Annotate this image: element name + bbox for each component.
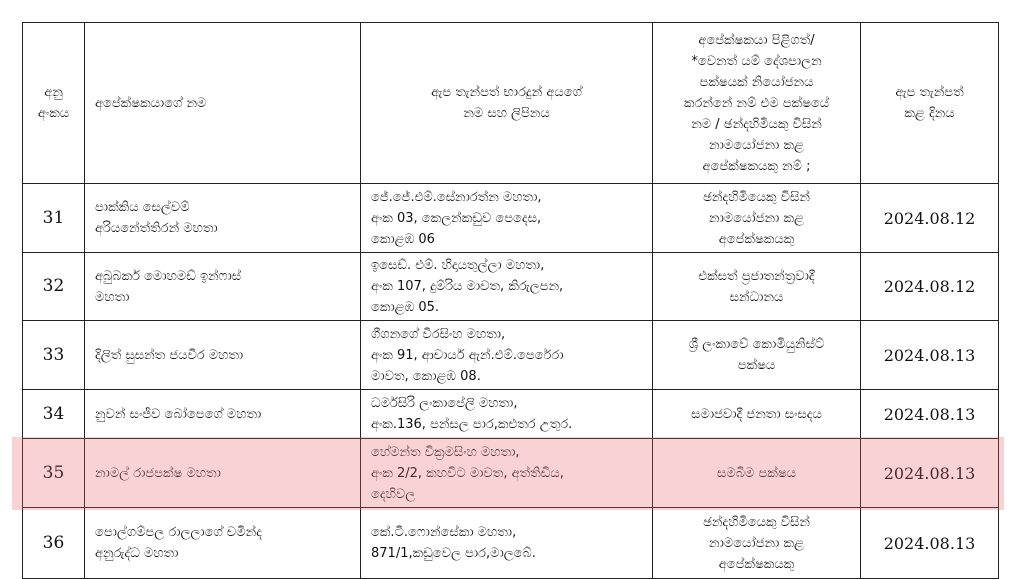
header-party: අපේක්ෂකයා පිළිගත්/ *වෙනත් යම් දේශපාලන පක්ෂයක් නියෝජනය කරන්නේ නම් එම පක්ෂයේ නම / ඡන්දහිමියකු විසින් නාමයෝජනා කළ අපේක්ෂකයකු නම් ; [653,23,861,184]
header-depositor-name-address: ඇප තැන්පත් භාරදුන් අයගේ නම සහ ලිපිනය [361,23,653,184]
table-row-highlighted [23,439,999,508]
deposit-date: 2024.08.12 [861,184,999,253]
serial-number: 35 [23,439,85,508]
table-row [23,253,999,321]
depositor-address: කේ.ටී.ෆොන්සේකා මහතා, 871/1,කඩුවෙල පාර,මාලබේ. [361,508,653,579]
serial-number: 34 [23,390,85,439]
candidate-name: නුවන් සංජීව බෝපෙගේ මහතා [85,390,361,439]
candidate-name: අබුබකර් මොහමඩ් ඉන්ෆාස් මහතා [85,253,361,321]
serial-number: 32 [23,253,85,321]
candidate-deposit-table [22,22,999,579]
deposit-date: 2024.08.12 [861,253,999,321]
table-row [23,321,999,390]
deposit-date: 2024.08.13 [861,439,999,508]
table-row [23,184,999,253]
serial-number: 31 [23,184,85,253]
depositor-address: ධර්මසිරි ලංකාපේලි මහතා, අංක.136, පන්සල පාර,කළුතර උතුර. [361,390,653,439]
candidate-name: නාමල් රාජපක්ෂ මහතා [85,439,361,508]
table-row [23,390,999,439]
header-candidate-name: අපේක්ෂකයාගේ නම [85,23,361,184]
party-name: එක්සත් ප්‍රජාතන්ත්‍රවාදී සන්ධානය [653,253,861,321]
party-name: සමබිම පක්ෂය [653,439,861,508]
table-row [23,508,999,579]
header-serial-number: අනු අංකය [23,23,85,184]
serial-number: 33 [23,321,85,390]
header-deposit-date: ඇප තැන්පත් කළ දිනය [861,23,999,184]
party-name: ඡන්දහිමියෙකු විසින් නාමයෝජනා කළ අපේක්ෂකයකු [653,184,861,253]
serial-number: 36 [23,508,85,579]
deposit-date: 2024.08.13 [861,508,999,579]
party-name: ශ්‍රී ලංකාවේ කොමියුනිස්ට් පක්ෂය [653,321,861,390]
candidate-name: දිලිත් සුසන්ත ජයවීර මහතා [85,321,361,390]
party-name: සමාජවාදී ජනතා සංසදය [653,390,861,439]
deposit-date: 2024.08.13 [861,321,999,390]
depositor-address: ජේ.ජේ.එම්.සේනාරත්න මහතා, අංක 03, කෙලන්කඩුව පෙදෙස, කොළඹ 06 [361,184,653,253]
candidate-name: පාක්කිය සෙල්වම් අරියනේත්තිරන් මහතා [85,184,361,253]
depositor-address: ඉසෙඩ්. එම්. හිදායතුල්ලා මහතා, අංක 107, දුම්රිය මාවත, කිරුලපන, කොළඹ 05. [361,253,653,321]
depositor-address: හේමන්ත වික්‍රමසිංහ මහතා, අංක 2/2, කහවිට මාවත, අත්තිඩිය, දෙහිවල [361,439,653,508]
depositor-address: ගීගනගේ වීරසිංහ මහතා, අංක 91, ආචාර්ය ඇන්.එම්.පෙරේරා මාවත, කොළඹ 08. [361,321,653,390]
deposit-date: 2024.08.13 [861,390,999,439]
candidate-name: පොල්ගම්පල රාලලාගේ චමින්ද අනුරුද්ධ මහතා [85,508,361,579]
party-name: ඡන්දහිමියෙකු විසින් නාමයෝජනා කළ අපේක්ෂකයකු [653,508,861,579]
table-header-row [23,23,999,184]
